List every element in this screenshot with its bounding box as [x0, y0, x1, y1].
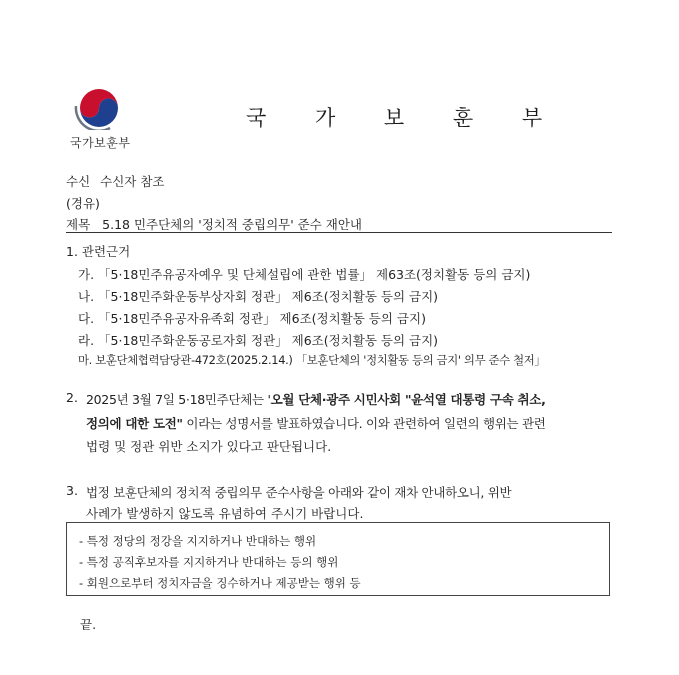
section2-line2-text: 이라는 성명서를 발표하였습니다. 이와 관련하여 일련의 행위는 관련 [182, 416, 546, 431]
via-row: (경유) [66, 196, 100, 211]
recipient-row [66, 172, 165, 190]
section1-heading: 1. 관련근거 [66, 244, 131, 259]
section3-line2: 사례가 발생하지 않도록 유념하여 주시기 바랍니다. [86, 506, 364, 521]
recipient-label: 수신 [66, 174, 91, 189]
subject-value: 5.18 민주단체의 '정치적 중립의무' 준수 재안내 [102, 217, 362, 232]
recipient-value: 수신자 참조 [100, 174, 165, 189]
end-mark: 끝. [80, 617, 97, 632]
section2-number: 2. [66, 390, 78, 405]
document-title: 국 가 보 훈 부 [246, 106, 564, 130]
taegeuk-logo-icon [74, 86, 124, 130]
section2-line1-text: 2025년 3월 7일 5·18민주단체는 ' [86, 392, 271, 407]
guidelines-box [66, 522, 610, 596]
section2-line1 [86, 390, 546, 408]
basis-item: 마. 보훈단체협력담당관-472호(2025.2.14.) 「보훈단체의 '정치활동 등의 금지' 의무 준수 철저」 [78, 353, 546, 367]
header-divider [66, 232, 612, 233]
section3-line1: 법정 보훈단체의 정치적 중립의무 준수사항을 아래와 같이 재차 안내하오니, 위반 [86, 485, 512, 500]
statement-title-part2: 정의에 대한 도전" [86, 416, 183, 431]
section3-number: 3. [66, 483, 78, 498]
section2-line3: 법령 및 정관 위반 소지가 있다고 판단됩니다. [86, 439, 332, 454]
statement-title-part1: 오월 단체·광주 시민사회 "윤석열 대통령 구속 취소, [270, 392, 546, 407]
basis-item: 나. 「5·18민주화운동부상자회 정관」 제6조(정치활동 등의 금지) [78, 289, 439, 304]
subject-label: 제목 [66, 217, 91, 232]
subject-row [66, 215, 362, 233]
section2-line2 [86, 414, 546, 432]
basis-item: 다. 「5·18민주유공자유족회 정관」 제6조(정치활동 등의 금지) [78, 311, 426, 326]
basis-item: 라. 「5·18민주화운동공로자회 정관」 제6조(정치활동 등의 금지) [78, 333, 439, 348]
basis-item: 가. 「5·18민주유공자예우 및 단체설립에 관한 법률」 제63조(정치활동 등의 금지) [78, 267, 531, 282]
logo-text: 국가보훈부 [70, 136, 131, 150]
guideline-item: - 회원으로부터 정치자금을 징수하거나 제공받는 행위 등 [79, 576, 361, 590]
guideline-item: - 특정 공직후보자를 지지하거나 반대하는 등의 행위 [79, 555, 339, 569]
guideline-item: - 특정 정당의 정강을 지지하거나 반대하는 행위 [79, 534, 317, 548]
